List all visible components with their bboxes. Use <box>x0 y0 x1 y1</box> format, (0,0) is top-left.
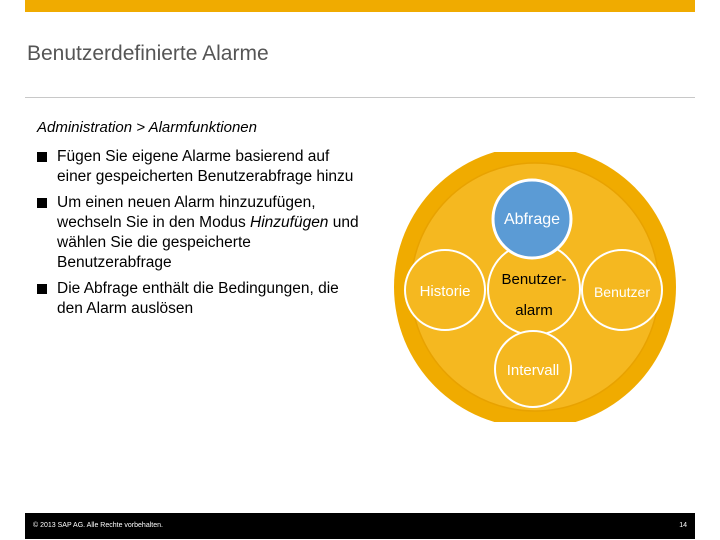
bullet-item: Fügen Sie eigene Alarme basierend auf einer gespeicherten Benutzerabfrage hinzu <box>37 147 367 187</box>
square-bullet-icon <box>37 284 47 294</box>
page-number: 14 <box>679 522 687 529</box>
top-accent-bar <box>25 0 695 12</box>
user-label: Benutzer <box>593 284 651 300</box>
bullet-item: Um einen neuen Alarm hinzuzufügen, wechseln Sie in den Modus Hinzufügen und wählen Sie die gespeicherte Benutzerabfrage <box>37 193 367 273</box>
title-divider <box>25 97 695 98</box>
user-alarm-label-line1: Benutzer- <box>501 271 567 288</box>
query-label: Abfrage <box>503 211 561 228</box>
history-label: Historie <box>419 283 471 300</box>
interval-label: Intervall <box>506 362 560 379</box>
footer-bar <box>25 513 695 539</box>
bullet-item: Die Abfrage enthält die Bedingungen, die den Alarm auslösen <box>37 279 367 319</box>
alarm-cycle-diagram <box>384 152 694 422</box>
emphasis-text: Hinzufügen <box>250 214 329 231</box>
square-bullet-icon <box>37 198 47 208</box>
bullet-list <box>37 147 367 325</box>
copyright-text: © 2013 SAP AG. Alle Rechte vorbehalten. <box>33 522 163 529</box>
square-bullet-icon <box>37 152 47 162</box>
slide-subtitle: Administration > Alarmfunktionen <box>37 119 257 136</box>
user-alarm-label-line2: alarm <box>515 302 553 319</box>
slide-title: Benutzerdefinierte Alarme <box>27 42 269 65</box>
